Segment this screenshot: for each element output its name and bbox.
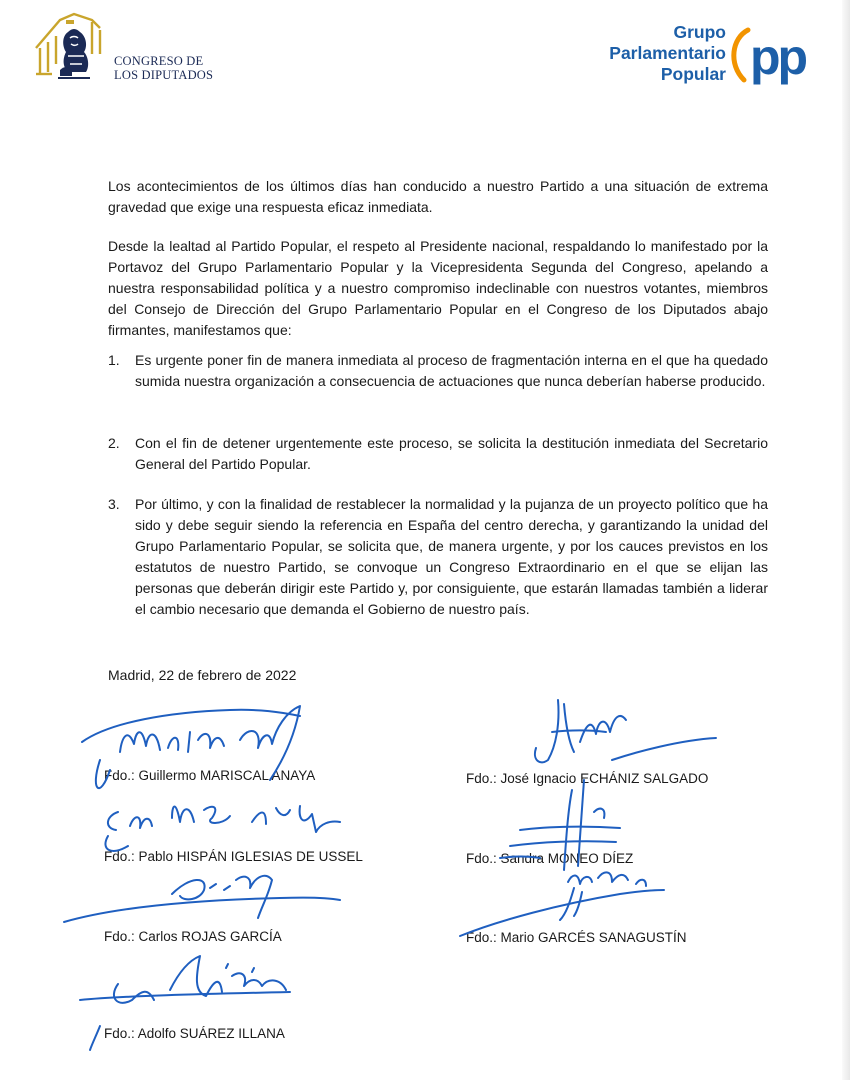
signature-garces	[460, 872, 664, 936]
list-item-2	[108, 433, 768, 475]
pp-logo-text	[609, 22, 726, 85]
signer-label: Fdo.: Carlos ROJAS GARCÍA	[104, 929, 282, 944]
congreso-text	[114, 54, 213, 82]
pp-gull-icon	[730, 24, 822, 86]
signature-rojas	[64, 876, 340, 922]
congreso-emblem-icon	[30, 8, 110, 86]
list-text: Con el fin de detener urgentemente este proceso, se solicita la destitución inmediata del Secretario General del Partido Popular.	[135, 435, 768, 472]
signer-label: Fdo.: Adolfo SUÁREZ ILLANA	[104, 1026, 285, 1041]
list-item-3	[108, 494, 768, 620]
pp-line1: Grupo	[673, 22, 726, 42]
paragraph-intro: Los acontecimientos de los últimos días han conducido a nuestro Partido a una situación de extrema gravedad que exige una respuesta eficaz inmediata.	[108, 178, 768, 215]
signer-label: Fdo.: Guillermo MARISCAL ANAYA	[104, 768, 316, 783]
pp-logo	[600, 20, 830, 90]
signature-echaniz	[535, 700, 716, 762]
list-text: Por último, y con la finalidad de restablecer la normalidad y la pujanza de un proyecto político que ha sido y debe seguir siendo la referencia en España del centro derecha, y garantizando la unidad del Grupo Parlamentario Popular, se solicita que, de manera urgente, y por los cauces previstos en los estatutos de nuestro Partido, se convoque un Congreso Extraordinario en el que se elijan las personas que deberán dirigir este Partido y, por consiguiente, que estarán llamadas también a liderar el cambio necesario que demanda el Gobierno de nuestro país.	[135, 496, 768, 617]
signer-label: Fdo.: José Ignacio ECHÁNIZ SALGADO	[466, 771, 709, 786]
pp-line3: Popular	[660, 64, 726, 84]
paragraph-declaration: Desde la lealtad al Partido Popular, el respeto al Presidente nacional, respaldando lo manifestado por la Portavoz del Grupo Parlamentario Popular y la Vicepresidenta Segunda del Congreso, apelando a nuestra responsabilidad política y a nuestro compromiso indeclinable con nuestros votantes, miembros del Consejo de Dirección del Grupo Parlamentario Popular en el Congreso de los Diputados abajo firmantes, manifestamos que:	[108, 238, 768, 338]
congreso-logo	[30, 8, 230, 88]
signer-label: Fdo.: Mario GARCÉS SANAGUSTÍN	[466, 930, 687, 945]
pp-line2: Parlamentario	[609, 43, 726, 63]
signer-label: Fdo.: Sandra MONEO DÍEZ	[466, 851, 634, 866]
signer-label: Fdo.: Pablo HISPÁN IGLESIAS DE USSEL	[104, 849, 363, 864]
list-number: 1.	[108, 352, 120, 368]
list-number: 2.	[108, 435, 120, 451]
congreso-line2: LOS DIPUTADOS	[114, 68, 214, 82]
pp-mark-text: pp	[750, 29, 806, 85]
list-item-1	[108, 350, 768, 392]
date-line: Madrid, 22 de febrero de 2022	[108, 667, 297, 683]
signature-hispan	[105, 806, 340, 851]
list-text: Es urgente poner fin de manera inmediata al proceso de fragmentación interna en el que ha quedado sumida nuestra organización a consecuencia de actuaciones que nunca deberían haberse producido.	[135, 352, 768, 389]
page-edge	[842, 0, 850, 1080]
list-number: 3.	[108, 496, 120, 512]
congreso-line1: CONGRESO DE	[114, 54, 204, 68]
